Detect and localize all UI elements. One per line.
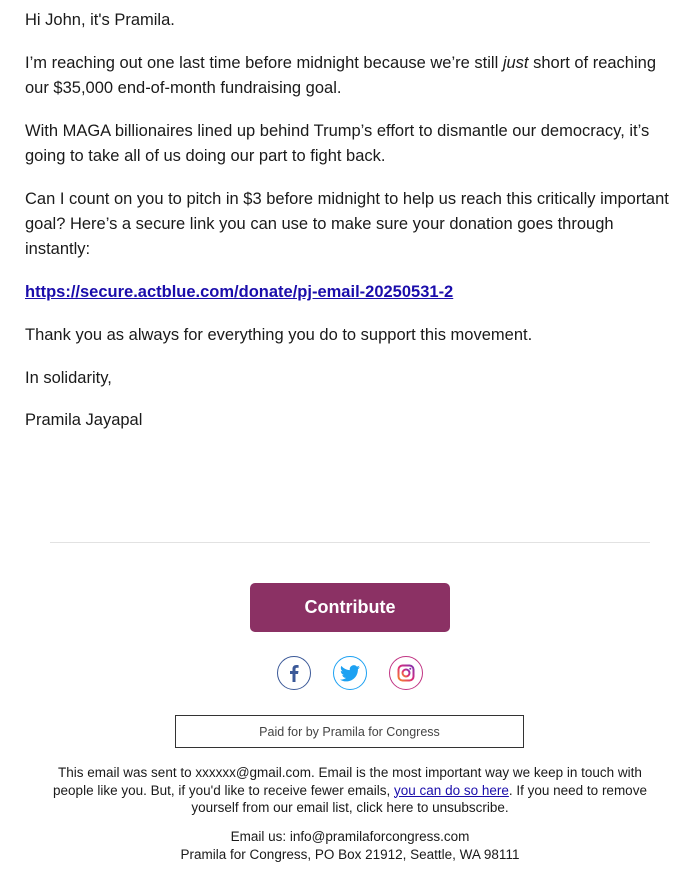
- paid-for-box: Paid for by Pramila for Congress: [175, 715, 524, 748]
- fewer-emails-link[interactable]: you can do so here: [394, 782, 509, 798]
- paragraph-goal: I’m reaching out one last time before midnight because we’re still just short of reaching our $35,000 end-of-month fundraising goal.: [25, 54, 657, 97]
- footer-contact: [50, 828, 650, 863]
- instagram-icon: [397, 664, 415, 682]
- footer-notice: This email was sent to xxxxxx@gmail.com. Email is the most important way we keep in touch with people like you. But, if you'd like to receive fewer emails, you can do so here. If you need to remove yourself from our email list, click here to unsubscribe.: [53, 765, 647, 815]
- postal-address: Pramila for Congress, PO Box 21912, Seattle, WA 98111: [180, 846, 520, 862]
- paragraph-maga: With MAGA billionaires lined up behind Trump’s effort to dismantle our democracy, it’s going to take all of us doing our part to fight back.: [25, 122, 650, 165]
- donate-link-paragraph: [25, 280, 453, 305]
- instagram-link[interactable]: [389, 656, 423, 690]
- email-us: Email us: info@pramilaforcongress.com: [230, 829, 470, 844]
- emphasis-just: just: [502, 54, 529, 72]
- paragraph-ask: Can I count on you to pitch in $3 before midnight to help us reach this critically important goal? Here’s a secure link you can use to make sure your donation goes through instantly:: [25, 190, 669, 258]
- greeting: Hi John, it's Pramila.: [25, 11, 175, 29]
- signature: Pramila Jayapal: [25, 411, 143, 429]
- donate-link[interactable]: https://secure.actblue.com/donate/pj-email-20250531-2: [25, 283, 454, 301]
- signoff: In solidarity,: [25, 369, 112, 387]
- twitter-link[interactable]: [333, 656, 367, 690]
- facebook-link[interactable]: [277, 656, 311, 690]
- facebook-icon: [286, 664, 302, 682]
- footer-divider: [50, 542, 650, 543]
- twitter-icon: [340, 665, 360, 682]
- contribute-button[interactable]: Contribute: [250, 583, 450, 632]
- paragraph-thanks: Thank you as always for everything you do to support this movement.: [25, 326, 533, 344]
